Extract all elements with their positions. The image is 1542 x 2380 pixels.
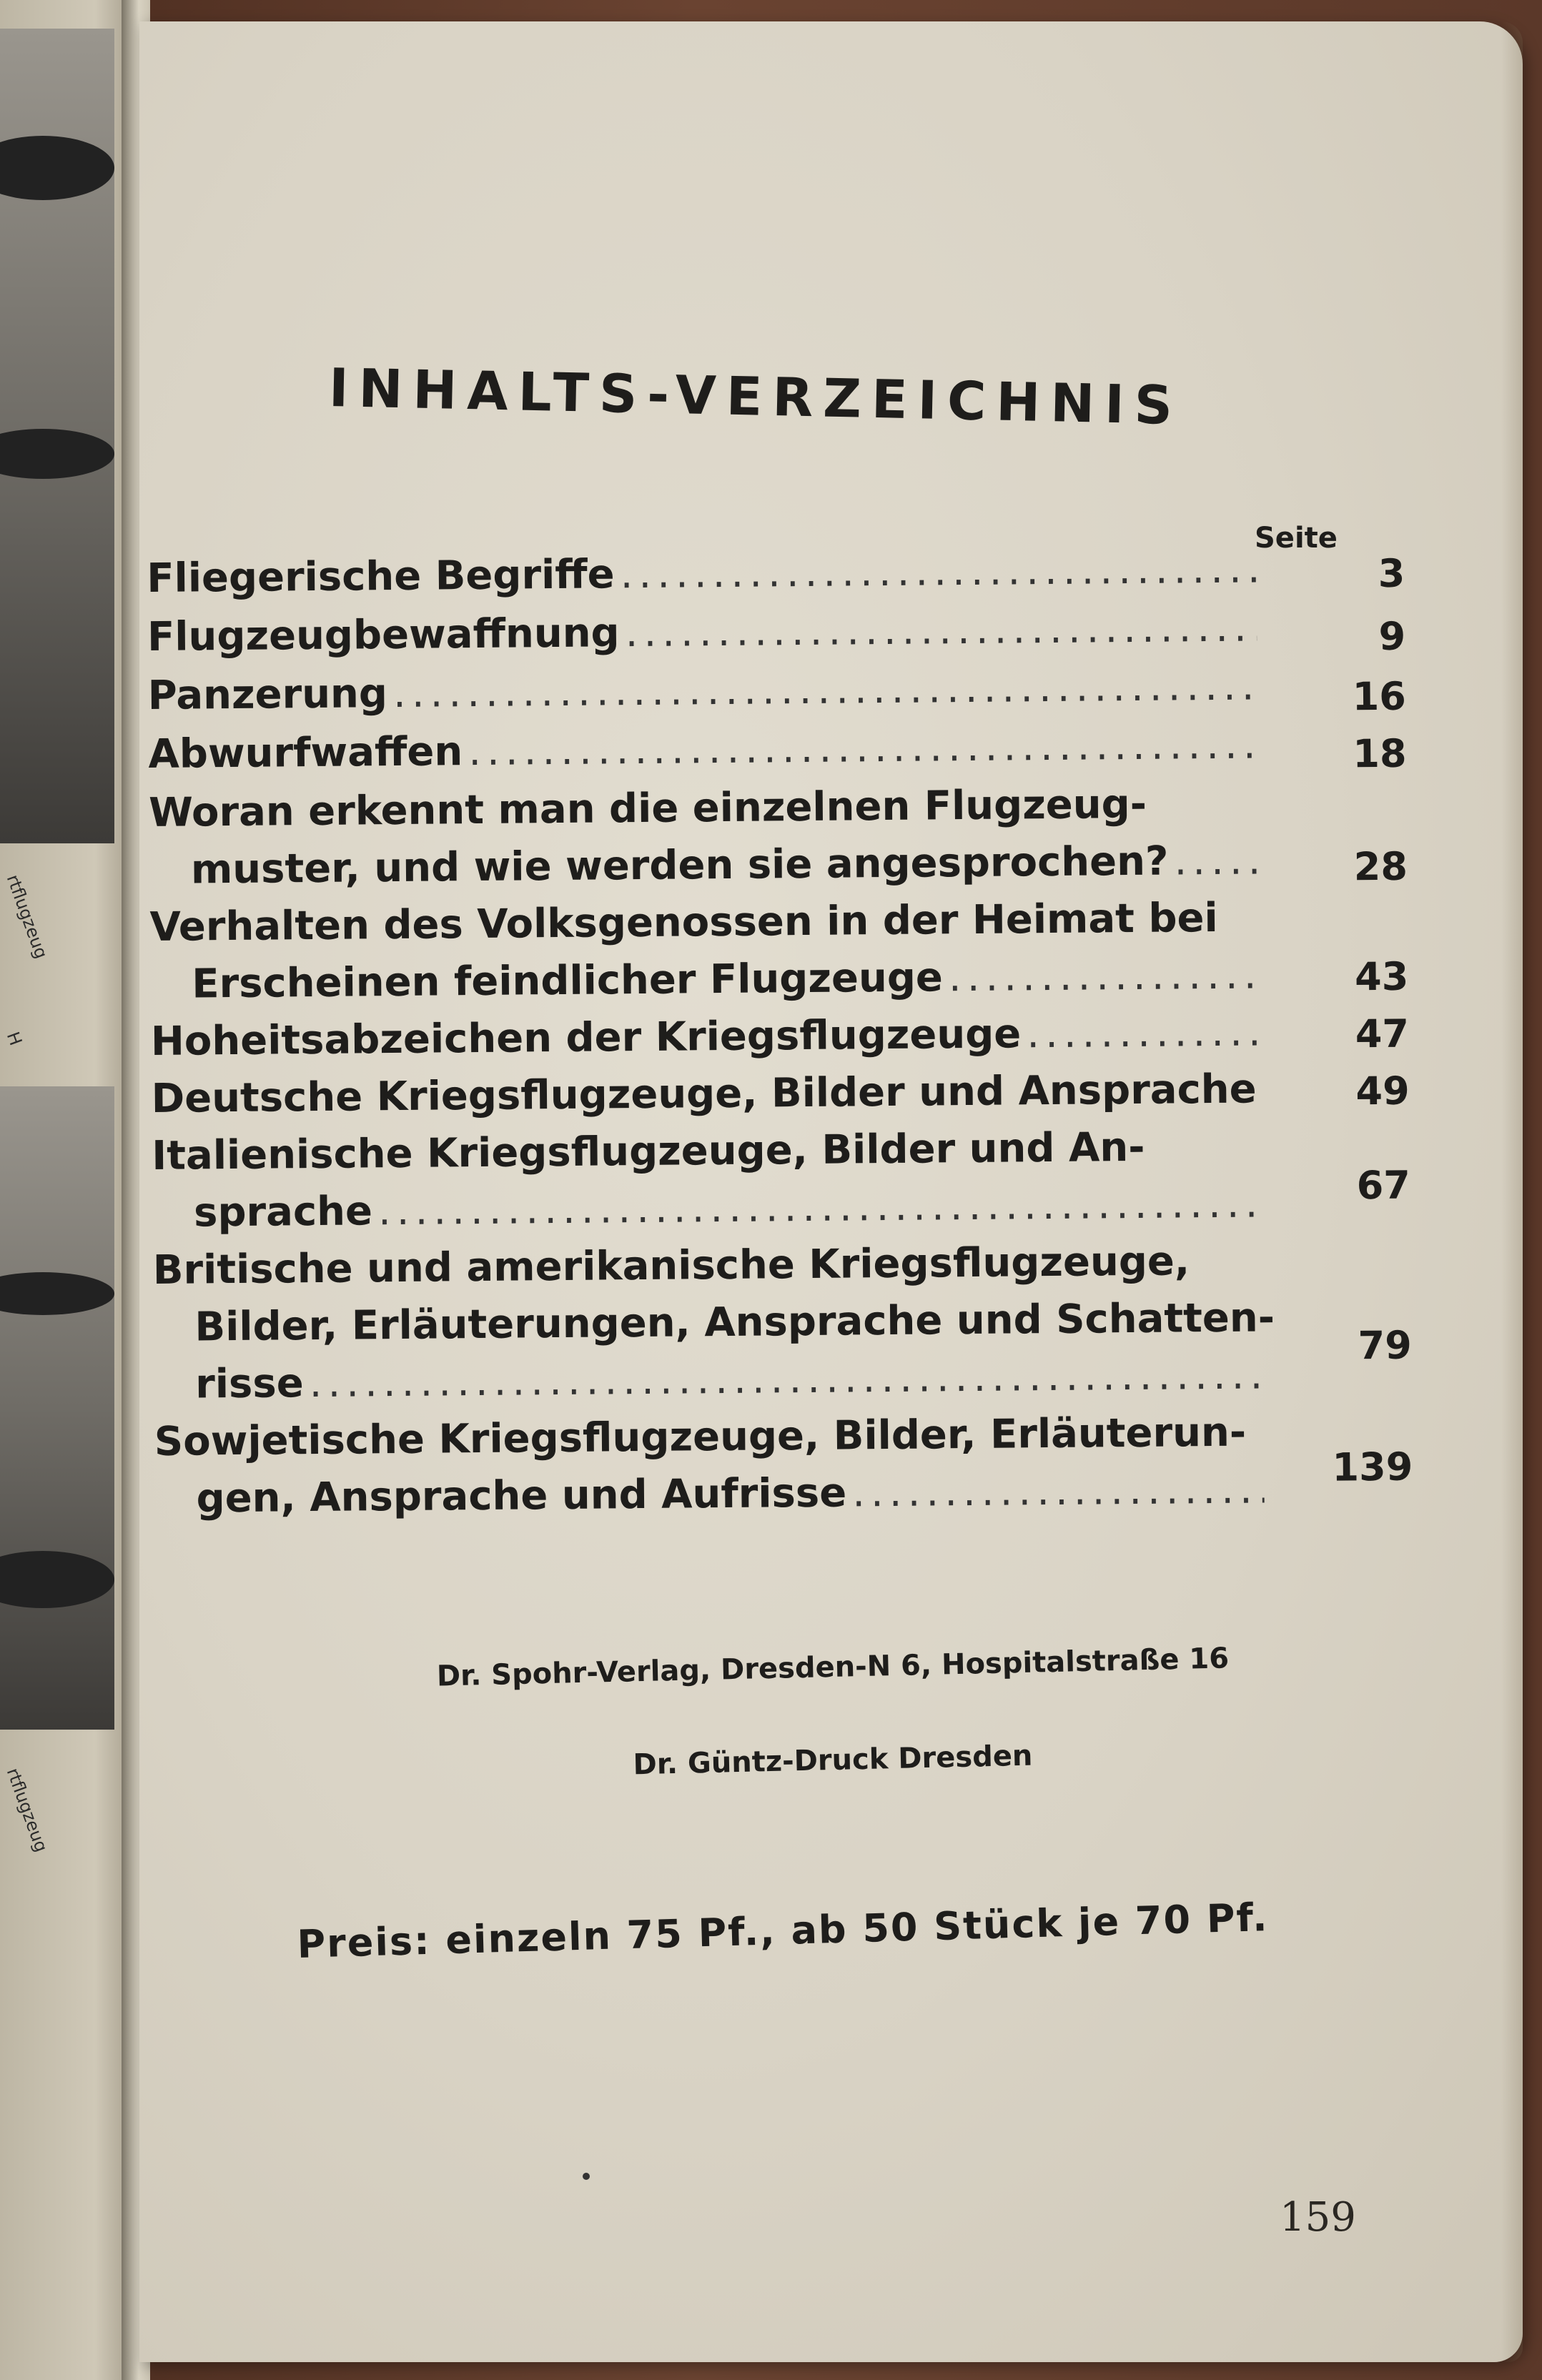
leader-dots [625,599,1257,662]
toc-page-number: 3 [1378,550,1405,596]
toc-page-number: 28 [1353,843,1408,890]
toc-entry [148,774,1408,899]
leader-dots [309,1347,1263,1412]
side-caption-top: rtflugzeug [2,872,51,961]
toc-entry [154,1403,1413,1528]
side-caption-mid: H [2,1029,26,1048]
toc-entry-text: risse [194,1360,304,1408]
toc-page-number: 18 [1353,730,1407,777]
toc-entry-text: sprache [193,1188,373,1236]
toc-entry [147,598,1406,668]
toc-page-number: 9 [1378,613,1406,659]
aircraft-photo-top [0,29,114,843]
contents-page [139,21,1523,2362]
toc-page-number: 67 [1356,1162,1411,1209]
toc-entry [152,1117,1411,1242]
leader-dots [378,1175,1262,1240]
toc-entry-text: Sowjetische Kriegsflugzeuge, Bilder, Erläuterun- [154,1409,1247,1465]
leader-dots [1174,832,1259,890]
leader-dots [393,658,1257,723]
ink-speck [583,2173,590,2180]
page-content [139,21,1523,2362]
toc-entry-text: Britische und amerikanische Kriegsflugzeuge, [152,1238,1190,1294]
toc-entry-text: Woran erkennt man die einzelnen Flugzeug- [148,780,1147,836]
table-of-contents [147,540,1413,1528]
toc-entry [150,1003,1410,1071]
toc-page-number: 16 [1352,673,1407,720]
wing-shape [0,1551,114,1608]
toc-page-number: 49 [1355,1068,1410,1114]
aircraft-photo-bottom [0,1086,114,1730]
toc-entry-text: Fliegerische Begriffe [147,551,615,602]
toc-page-number: 43 [1354,953,1409,1000]
publisher-line: Dr. Spohr-Verlag, Dresden-N 6, Hospitalstraße 16 [436,1642,1230,1693]
toc-entry [152,1231,1413,1414]
printer-line: Dr. Güntz-Druck Dresden [633,1739,1033,1782]
toc-entry-text: Hoheitsabzeichen der Kriegsflugzeuge [150,1011,1022,1065]
toc-entry [149,888,1409,1013]
leader-dots [468,716,1258,780]
toc-entry [147,540,1405,609]
wing-shape [0,429,114,479]
toc-entry-text: Italienische Kriegsflugzeuge, Bilder und An- [152,1124,1145,1179]
page-column-header: Seite [1255,522,1338,555]
toc-page-number: 79 [1358,1322,1413,1369]
toc-entry-text: Verhalten des Volksgenossen in der Heimat bei [149,894,1218,951]
wing-shape [0,136,114,200]
toc-entry-text: Panzerung [147,670,388,719]
toc-entry [151,1060,1410,1128]
left-facing-page [0,0,136,2380]
toc-entry-text: muster, und wie werden sie angesprochen? [190,838,1169,893]
toc-entry-text: Bilder, Erläuterungen, Ansprache und Schatten- [194,1294,1275,1351]
side-caption-bottom: rtflugzeug [2,1765,51,1855]
page-number: 159 [1280,2194,1356,2241]
leader-dots [949,946,1260,1006]
toc-entry-text: gen, Ansprache und Aufrisse [196,1469,847,1522]
page-title: INHALTS-VERZEICHNIS [328,357,1183,437]
toc-entry [148,715,1407,785]
price-line: Preis: einzeln 75 Pf., ab 50 Stück je 70 Pf. [296,1895,1270,1967]
toc-entry [147,657,1407,726]
toc-page-number: 139 [1332,1444,1413,1490]
leader-dots [852,1461,1265,1522]
leader-dots [620,540,1256,603]
toc-entry-text: Flugzeugbewaffnung [147,610,620,660]
toc-page-number: 47 [1355,1011,1410,1057]
wing-shape [0,1272,114,1315]
toc-entry-text: Abwurfwaffen [148,728,463,778]
leader-dots [1027,1003,1260,1063]
toc-entry-text: Deutsche Kriegsflugzeuge, Bilder und Ansprache [151,1066,1257,1122]
toc-entry-text: Erscheinen feindlicher Flugzeuge [192,954,944,1008]
